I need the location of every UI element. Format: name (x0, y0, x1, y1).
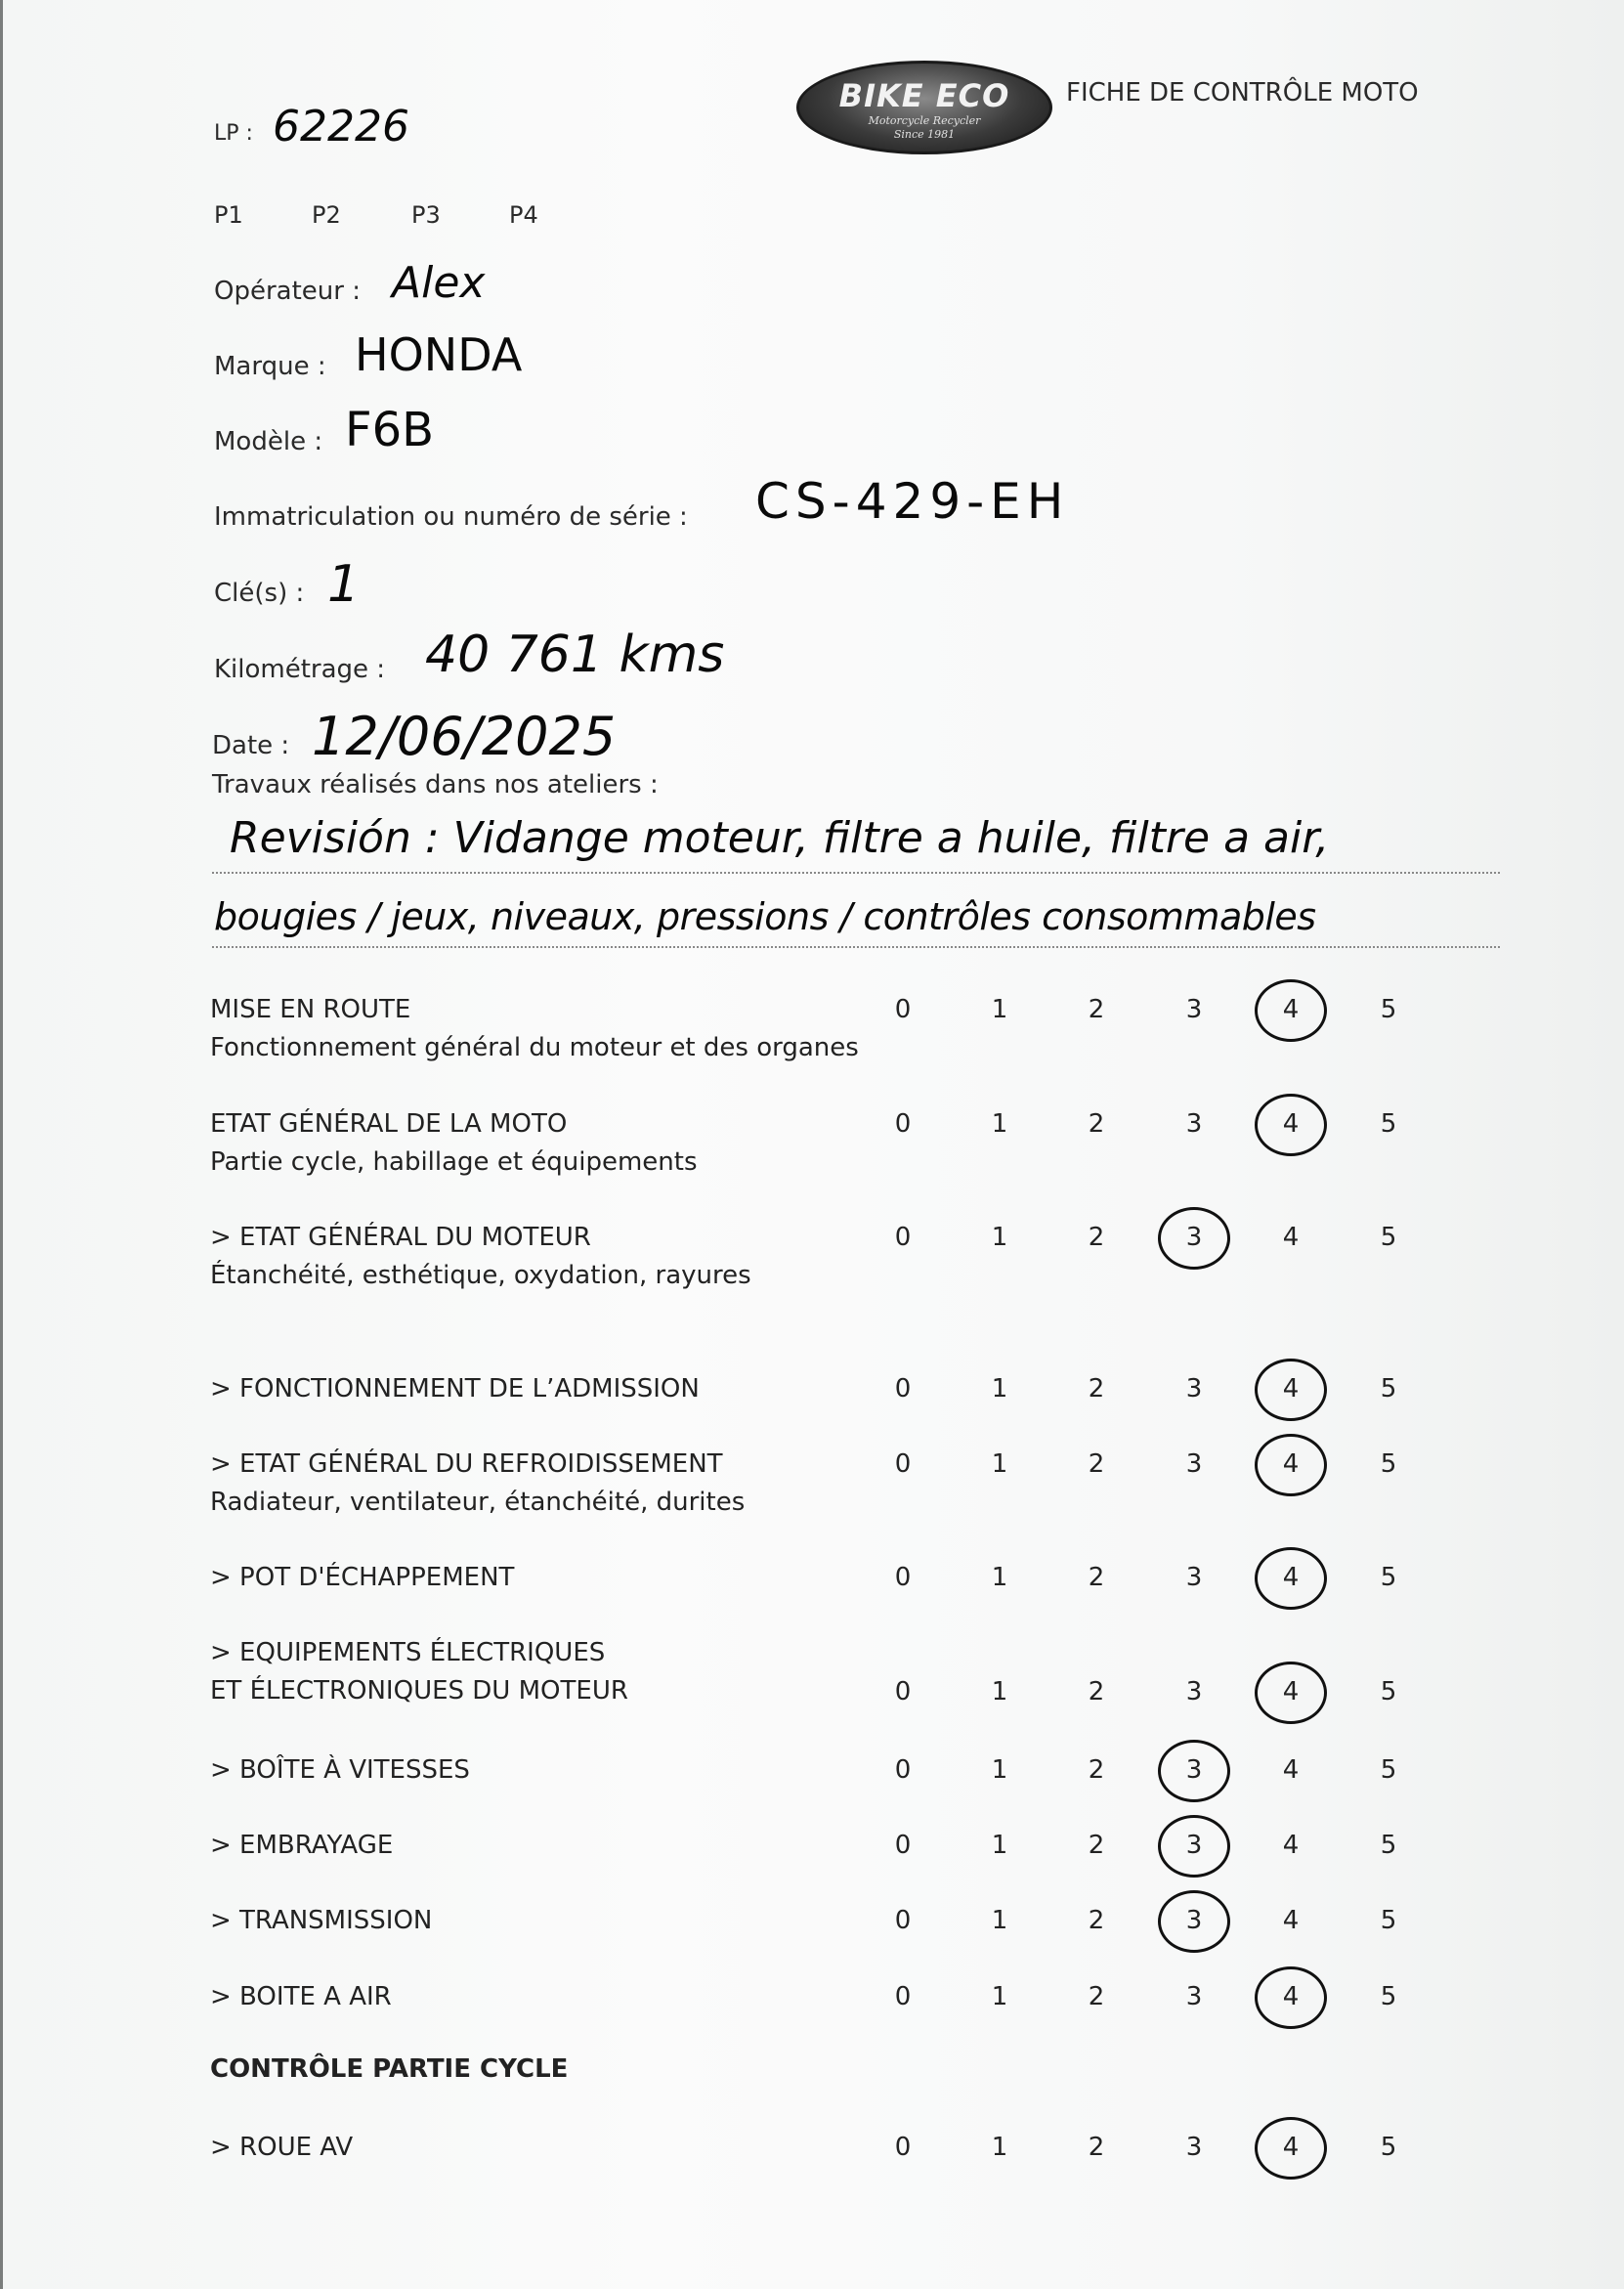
operateur-label: Opérateur : (214, 277, 361, 306)
rating-option-0[interactable]: 0 (894, 2133, 912, 2162)
rating-option-1[interactable]: 1 (991, 1109, 1008, 1139)
rating-option-0[interactable]: 0 (894, 1677, 912, 1706)
cles-label: Clé(s) : (214, 579, 305, 608)
selected-rating-circle (1255, 1547, 1327, 1610)
rating-option-2[interactable]: 2 (1088, 1677, 1105, 1706)
selected-rating-circle (1255, 1662, 1327, 1724)
rating-option-3[interactable]: 3 (1185, 1982, 1203, 2011)
rating-option-4[interactable]: 4 (1282, 1374, 1300, 1404)
operateur-value: Alex (392, 258, 486, 308)
rating-option-4[interactable]: 4 (1282, 995, 1300, 1024)
section-subtitle: Radiateur, ventilateur, étanchéité, durites (210, 1488, 746, 1517)
section-title: MISE EN ROUTE (210, 995, 411, 1024)
rating-option-3[interactable]: 3 (1185, 1755, 1203, 1785)
selected-rating-circle (1158, 1740, 1230, 1802)
selected-rating-circle (1255, 1966, 1327, 2029)
rating-option-5[interactable]: 5 (1380, 1831, 1397, 1860)
modele-label: Modèle : (214, 427, 323, 456)
rating-option-3[interactable]: 3 (1185, 1374, 1203, 1404)
rating-option-1[interactable]: 1 (991, 1906, 1008, 1935)
selected-rating-circle (1255, 1094, 1327, 1156)
rating-option-2[interactable]: 2 (1088, 1223, 1105, 1252)
section-title: > ROUE AV (210, 2133, 354, 2162)
position-p1: P1 (214, 201, 243, 229)
rating-option-1[interactable]: 1 (991, 1449, 1008, 1479)
section-title: > FONCTIONNEMENT DE L’ADMISSION (210, 1374, 700, 1404)
position-p2: P2 (312, 201, 341, 229)
rating-option-0[interactable]: 0 (894, 1374, 912, 1404)
kilometrage-label: Kilométrage : (214, 655, 386, 684)
rating-option-4[interactable]: 4 (1282, 1906, 1300, 1935)
date-value: 12/06/2025 (312, 706, 617, 767)
selected-rating-circle (1158, 1890, 1230, 1953)
selected-rating-circle (1158, 1815, 1230, 1878)
section-subtitle: Étanchéité, esthétique, oxydation, rayures (210, 1261, 751, 1290)
rating-option-4[interactable]: 4 (1282, 2133, 1300, 2162)
section-title: > EQUIPEMENTS ÉLECTRIQUES (210, 1638, 606, 1667)
travaux-line-2: bougies / jeux, niveaux, pressions / contrôles consommables (214, 895, 1316, 938)
section-title: ETAT GÉNÉRAL DE LA MOTO (210, 1109, 568, 1139)
rating-option-3[interactable]: 3 (1185, 1831, 1203, 1860)
immatriculation-value: CS-429-EH (755, 473, 1070, 530)
selected-rating-circle (1255, 979, 1327, 1042)
rating-option-1[interactable]: 1 (991, 2133, 1008, 2162)
rating-option-3[interactable]: 3 (1185, 1109, 1203, 1139)
section-title: > TRANSMISSION (210, 1906, 433, 1935)
rating-option-4[interactable]: 4 (1282, 1449, 1300, 1479)
rating-option-0[interactable]: 0 (894, 1109, 912, 1139)
rating-option-5[interactable]: 5 (1380, 1982, 1397, 2011)
rating-option-0[interactable]: 0 (894, 1755, 912, 1785)
immatriculation-label: Immatriculation ou numéro de série : (214, 502, 688, 532)
rating-option-0[interactable]: 0 (894, 995, 912, 1024)
rating-option-0[interactable]: 0 (894, 1563, 912, 1592)
section-subtitle: Fonctionnement général du moteur et des organes (210, 1033, 859, 1062)
rating-option-1[interactable]: 1 (991, 1831, 1008, 1860)
rating-option-5[interactable]: 5 (1380, 1563, 1397, 1592)
rating-option-4[interactable]: 4 (1282, 1223, 1300, 1252)
rating-option-3[interactable]: 3 (1185, 1563, 1203, 1592)
rating-option-0[interactable]: 0 (894, 1906, 912, 1935)
rating-option-5[interactable]: 5 (1380, 995, 1397, 1024)
rating-option-5[interactable]: 5 (1380, 1223, 1397, 1252)
rating-option-1[interactable]: 1 (991, 1374, 1008, 1404)
rating-option-3[interactable]: 3 (1185, 1223, 1203, 1252)
section-title: > ETAT GÉNÉRAL DU REFROIDISSEMENT (210, 1449, 723, 1479)
rating-option-2[interactable]: 2 (1088, 1755, 1105, 1785)
kilometrage-value: 40 761 kms (425, 626, 725, 684)
rating-option-4[interactable]: 4 (1282, 1982, 1300, 2011)
section-title: CONTRÔLE PARTIE CYCLE (210, 2054, 569, 2084)
rating-option-2[interactable]: 2 (1088, 995, 1105, 1024)
position-p4: P4 (509, 201, 538, 229)
rating-option-1[interactable]: 1 (991, 995, 1008, 1024)
rating-option-1[interactable]: 1 (991, 1563, 1008, 1592)
rating-option-2[interactable]: 2 (1088, 1374, 1105, 1404)
section-subtitle: Partie cycle, habillage et équipements (210, 1147, 698, 1177)
travaux-label: Travaux réalisés dans nos ateliers : (212, 770, 659, 799)
marque-label: Marque : (214, 352, 326, 381)
rating-option-4[interactable]: 4 (1282, 1755, 1300, 1785)
lp-label: LP : (214, 121, 253, 146)
section-title: > BOÎTE À VITESSES (210, 1755, 470, 1785)
selected-rating-circle (1158, 1207, 1230, 1270)
rating-option-3[interactable]: 3 (1185, 1906, 1203, 1935)
rating-option-1[interactable]: 1 (991, 1982, 1008, 2011)
rating-option-5[interactable]: 5 (1380, 1449, 1397, 1479)
rating-option-3[interactable]: 3 (1185, 1677, 1203, 1706)
rating-option-2[interactable]: 2 (1088, 1563, 1105, 1592)
date-label: Date : (212, 731, 290, 760)
rating-option-2[interactable]: 2 (1088, 1906, 1105, 1935)
rating-option-4[interactable]: 4 (1282, 1831, 1300, 1860)
rating-option-3[interactable]: 3 (1185, 2133, 1203, 2162)
section-title: > POT D'ÉCHAPPEMENT (210, 1563, 515, 1592)
rating-option-1[interactable]: 1 (991, 1677, 1008, 1706)
section-subtitle: ET ÉLECTRONIQUES DU MOTEUR (210, 1676, 628, 1706)
selected-rating-circle (1255, 2117, 1327, 2180)
modele-value: F6B (345, 403, 435, 457)
rating-option-5[interactable]: 5 (1380, 2133, 1397, 2162)
bike-eco-logo: BIKE ECO Motorcycle Recycler Since 1981 (796, 61, 1052, 154)
rating-option-2[interactable]: 2 (1088, 1831, 1105, 1860)
rating-option-2[interactable]: 2 (1088, 1982, 1105, 2011)
section-title: > BOITE A AIR (210, 1982, 392, 2011)
rating-option-4[interactable]: 4 (1282, 1109, 1300, 1139)
travaux-dotted-line-2 (212, 946, 1500, 948)
selected-rating-circle (1255, 1434, 1327, 1496)
rating-option-2[interactable]: 2 (1088, 2133, 1105, 2162)
section-title: > ETAT GÉNÉRAL DU MOTEUR (210, 1223, 591, 1252)
rating-option-5[interactable]: 5 (1380, 1906, 1397, 1935)
travaux-line-1: Revisión : Vidange moteur, filtre a huile, filtre a air, (230, 813, 1330, 863)
rating-option-1[interactable]: 1 (991, 1755, 1008, 1785)
marque-value: HONDA (355, 328, 523, 381)
rating-option-1[interactable]: 1 (991, 1223, 1008, 1252)
rating-option-2[interactable]: 2 (1088, 1109, 1105, 1139)
form-title: FICHE DE CONTRÔLE MOTO (1066, 78, 1419, 108)
lp-value: 62226 (273, 102, 409, 151)
rating-option-0[interactable]: 0 (894, 1449, 912, 1479)
section-title: > EMBRAYAGE (210, 1831, 394, 1860)
rating-option-2[interactable]: 2 (1088, 1449, 1105, 1479)
rating-option-4[interactable]: 4 (1282, 1677, 1300, 1706)
rating-option-0[interactable]: 0 (894, 1982, 912, 2011)
rating-option-3[interactable]: 3 (1185, 995, 1203, 1024)
rating-option-5[interactable]: 5 (1380, 1374, 1397, 1404)
rating-option-5[interactable]: 5 (1380, 1109, 1397, 1139)
rating-option-0[interactable]: 0 (894, 1223, 912, 1252)
rating-option-3[interactable]: 3 (1185, 1449, 1203, 1479)
rating-option-0[interactable]: 0 (894, 1831, 912, 1860)
rating-option-5[interactable]: 5 (1380, 1755, 1397, 1785)
position-p3: P3 (411, 201, 441, 229)
rating-option-5[interactable]: 5 (1380, 1677, 1397, 1706)
cles-value: 1 (327, 555, 361, 614)
rating-option-4[interactable]: 4 (1282, 1563, 1300, 1592)
travaux-dotted-line-1 (212, 872, 1500, 874)
selected-rating-circle (1255, 1359, 1327, 1421)
